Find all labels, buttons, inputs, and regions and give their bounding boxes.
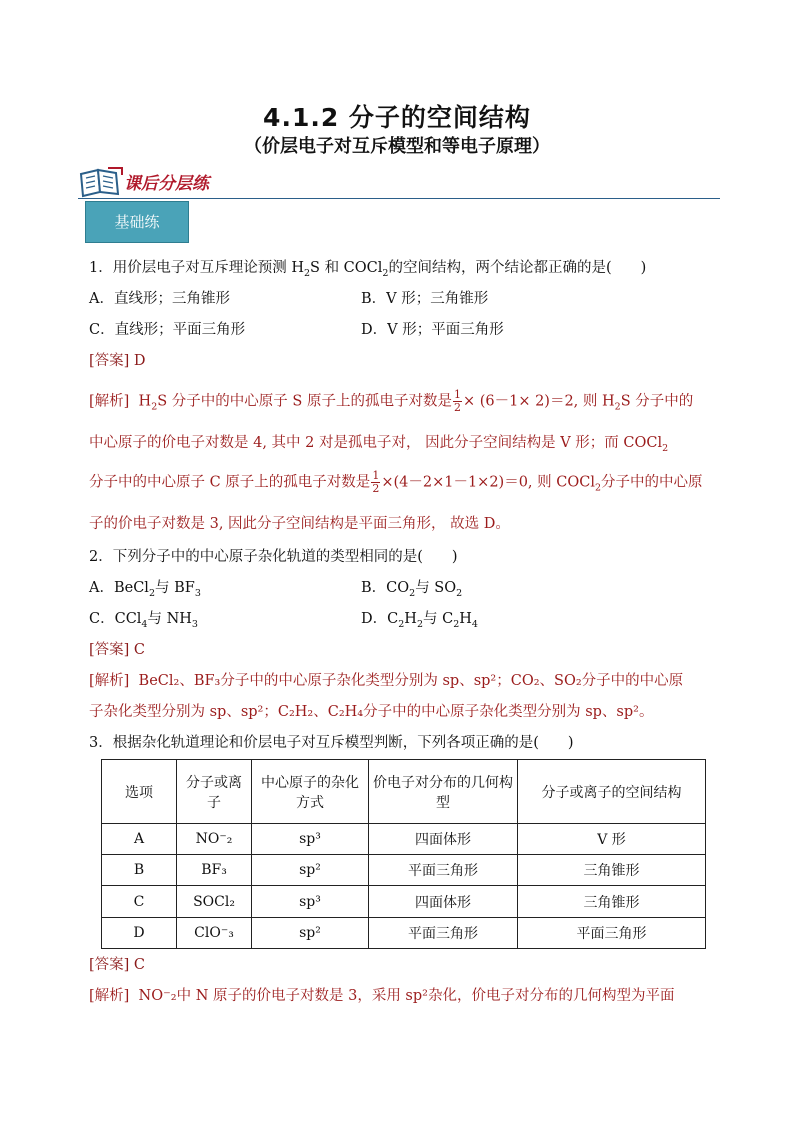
table-cell: 平面三角形 <box>369 918 518 949</box>
q3-stem: 3．根据杂化轨道理论和价层电子对互斥模型判断，下列各项正确的是( ) <box>89 735 574 751</box>
table-cell: SOCl₂ <box>177 886 252 918</box>
table-row <box>102 886 706 918</box>
table-cell: A <box>102 824 177 855</box>
table-row <box>102 918 706 949</box>
table-cell: B <box>102 855 177 886</box>
table-header-cell: 选项 <box>102 760 177 824</box>
q2-explanation-line1: [解析] BeCl₂、BF₃分子中的中心原子杂化类型分别为 sp、sp²；CO₂、SO₂分子中的中心原 <box>89 673 684 689</box>
table-cell: 三角锥形 <box>518 855 706 886</box>
q1-option-a: A．直线形；三角锥形 <box>89 291 230 307</box>
page-subtitle: （价层电子对互斥模型和等电子原理） <box>244 136 550 157</box>
table-cell: 平面三角形 <box>369 855 518 886</box>
q3-table <box>101 759 706 949</box>
fraction-half-2: $\frac{1}{2}$ <box>372 469 380 495</box>
table-cell: sp³ <box>252 886 369 918</box>
q1-option-d: D．V 形；平面三角形 <box>361 322 504 338</box>
table-header-cell: 分子或离子 <box>177 760 252 824</box>
q2-answer: [答案] C <box>89 642 146 658</box>
page-title: 4.1.2 分子的空间结构 <box>263 103 531 132</box>
q2-option-c: C．CCl$_4$与 $NH_3$ <box>89 611 198 630</box>
q2-explanation-line2: 子杂化类型分别为 sp、sp²；C₂H₂、C₂H₄分子中的中心原子杂化类型分别为 sp、sp²。 <box>89 704 654 720</box>
q2-option-b: B．$CO_2$与 $SO_2$ <box>361 580 463 599</box>
table-cell: sp³ <box>252 824 369 855</box>
table-cell: ClO⁻₃ <box>177 918 252 949</box>
table-header-cell: 分子或离子的空间结构 <box>518 760 706 824</box>
fraction-half: $\frac{1}{2}$ <box>453 388 461 414</box>
table-cell: 平面三角形 <box>518 918 706 949</box>
q1-answer: [答案] D <box>89 353 146 369</box>
q1-explanation-line1: [解析] $H_2S$ 分子中的中心原子 S 原子上的孤电子对数是 $\frac{1}{2}$ × (6－1× 2)＝2, 则 $H_2S$ 分子中的 <box>89 388 694 414</box>
table-cell: 四面体形 <box>369 824 518 855</box>
table-cell: 三角锥形 <box>518 886 706 918</box>
table-header-cell: 中心原子的杂化方式 <box>252 760 369 824</box>
q3-answer: [答案] C <box>89 957 146 973</box>
table-cell: 四面体形 <box>369 886 518 918</box>
table-cell: V 形 <box>518 824 706 855</box>
table-cell: NO⁻₂ <box>177 824 252 855</box>
table-cell: sp² <box>252 918 369 949</box>
table-header-row <box>102 760 706 824</box>
q1-explanation-line4: 子的价电子对数是 3, 因此分子空间结构是平面三角形， 故选 D。 <box>89 516 510 532</box>
q1-explanation-line3: 分子中的中心原子 C 原子上的孤电子对数是 $\frac{1}{2}$ ×(4－2×1－1×2)＝0, 则 COCl$_2$分子中的中心原 <box>89 469 703 495</box>
section-divider <box>78 198 720 199</box>
q2-option-a: A．BeCl$_2$与 $BF_3$ <box>89 580 201 599</box>
section-label: 课后分层练 <box>124 174 209 194</box>
table-header-cell: 价电子对分布的几何构型 <box>369 760 518 824</box>
table-cell: sp² <box>252 855 369 886</box>
q1-option-c: C．直线形；平面三角形 <box>89 322 246 338</box>
table-cell: D <box>102 918 177 949</box>
table-row <box>102 824 706 855</box>
q1-option-b: B．V 形；三角锥形 <box>361 291 489 307</box>
table-cell: C <box>102 886 177 918</box>
q1-explanation-line2: 中心原子的价电子对数是 4, 其中 2 对是孤电子对， 因此分子空间结构是 V 形；而 COCl$_2$ <box>89 435 669 454</box>
q3-explanation-line1: [解析] NO⁻₂中 N 原子的价电子对数是 3，采用 sp²杂化，价电子对分布的几何构型为平面 <box>89 988 675 1004</box>
basic-practice-badge: 基础练 <box>85 201 189 243</box>
q2-option-d: D．$C_2H_2$与 $C_2H_4$ <box>361 611 478 630</box>
book-icon <box>78 166 124 198</box>
q2-stem: 2．下列分子中的中心原子杂化轨道的类型相同的是( ) <box>89 549 458 565</box>
q1-stem: 1．用价层电子对互斥理论预测 $H_2S$ 和 COCl$_2$的空间结构，两个结论都正确的是( ) <box>89 260 647 279</box>
table-row <box>102 855 706 886</box>
table-cell: BF₃ <box>177 855 252 886</box>
